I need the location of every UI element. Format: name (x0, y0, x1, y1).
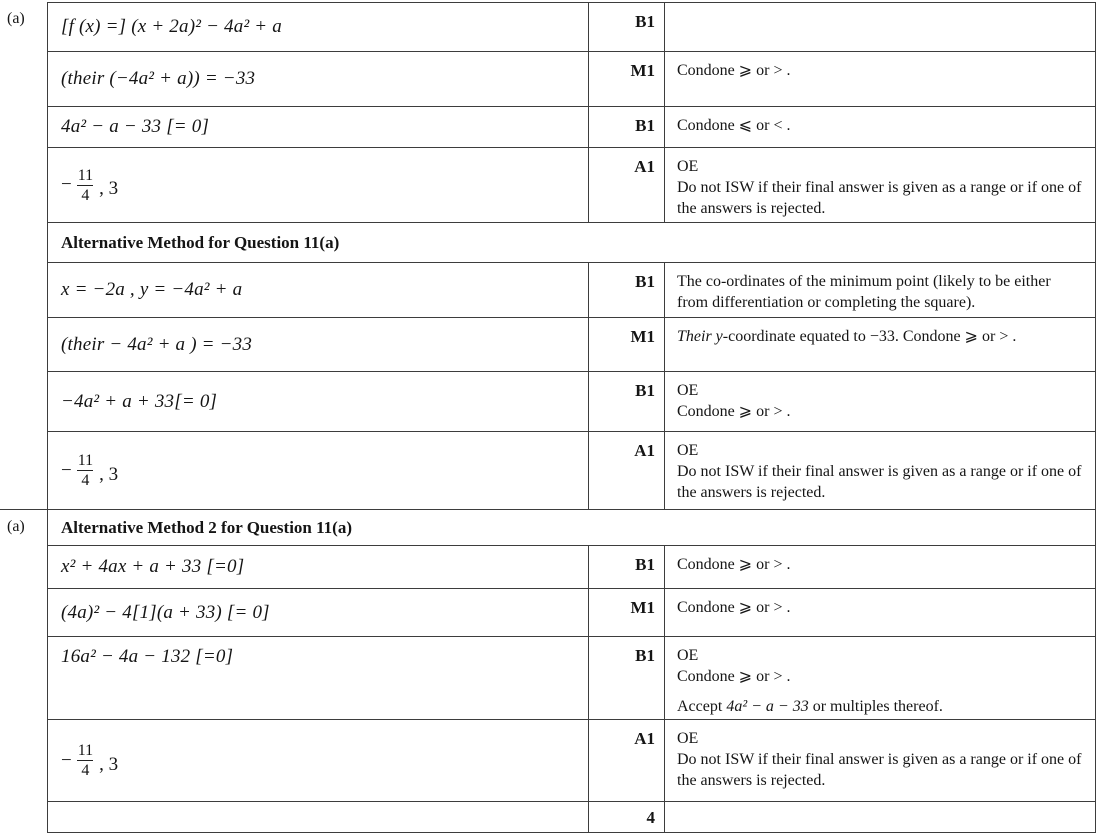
fraction-numerator: 11 (77, 452, 94, 469)
comment-line: OE (677, 647, 699, 664)
working-cell (48, 720, 589, 802)
working-formula: (4a)² − 4[1](a + 33) [= 0] (61, 601, 270, 623)
fraction-denominator: 4 (77, 760, 93, 780)
alt-method-2-header-text: Alternative Method 2 for Question 11(a) (61, 517, 353, 537)
fraction-numerator: 11 (77, 166, 94, 184)
mark-label: A1 (634, 729, 655, 748)
comment-cell (665, 546, 1096, 589)
mark-label: A1 (634, 157, 655, 176)
mark-cell (589, 2, 665, 52)
comment-cell (665, 107, 1096, 148)
comment-line (677, 696, 1083, 717)
mark-cell (589, 546, 665, 589)
fraction-sign: − (61, 459, 72, 481)
comment-line: The co-ordinates of the minimum point (likely to be either from differentiation or completing the square). (677, 273, 1051, 311)
comment-cell (665, 148, 1096, 223)
fraction (74, 741, 97, 780)
comment-line: Do not ISW if their final answer is given as a range or if one of the answers is rejected. (677, 751, 1082, 789)
comment-line: Condone ⩾ or > . (677, 62, 791, 79)
comment-line: OE (677, 730, 699, 747)
comment-line: OE (677, 442, 699, 459)
mark-label: B1 (635, 12, 655, 31)
working-cell (48, 432, 589, 510)
total-marks-cell (589, 802, 665, 833)
mark-label: M1 (630, 598, 655, 617)
comment-cell (665, 720, 1096, 802)
mark-cell (589, 432, 665, 510)
answer-fraction (61, 741, 118, 780)
fraction-suffix: , 3 (99, 463, 119, 485)
mark-cell (589, 107, 665, 148)
working-cell (48, 372, 589, 432)
question-part-cell (0, 510, 48, 833)
working-formula: (their (−4a² + a)) = −33 (61, 68, 256, 89)
mark-label: M1 (630, 61, 655, 80)
fraction-suffix: , 3 (99, 753, 119, 775)
question-part-label: (a) (7, 518, 25, 535)
working-cell (48, 589, 589, 637)
mark-label: B1 (635, 381, 655, 400)
mark-cell (589, 52, 665, 107)
comment-line: Do not ISW if their final answer is given as a range or if one of the answers is rejected. (677, 179, 1082, 217)
comment-cell (665, 372, 1096, 432)
comment-line (677, 326, 1083, 347)
comment-cell (665, 802, 1096, 833)
fraction-sign: − (61, 749, 72, 771)
alt-method-2-header (48, 510, 1096, 546)
comment-line: Do not ISW if their final answer is given as a range or if one of the answers is rejected. (677, 463, 1082, 501)
question-part-cell (0, 2, 48, 510)
comment-math-segment: 4a² − a − 33 (726, 698, 809, 715)
comment-line: Condone ⩾ or > . (677, 403, 791, 420)
mark-label: B1 (635, 555, 655, 574)
mark-label: B1 (635, 116, 655, 135)
working-formula: x² + 4ax + a + 33 [=0] (61, 556, 245, 577)
working-formula: x = −2a , y = −4a² + a (61, 279, 243, 300)
comment-segment: -coordinate equated to −33. Condone ⩾ or > . (722, 328, 1017, 345)
working-cell (48, 546, 589, 589)
comment-line: OE (677, 382, 699, 399)
comment-line: Condone ⩾ or > . (677, 556, 791, 573)
mark-cell (589, 318, 665, 372)
total-marks: 4 (646, 808, 655, 827)
mark-cell (589, 148, 665, 223)
working-cell (48, 107, 589, 148)
mark-scheme-table (0, 2, 1096, 833)
working-cell (48, 148, 589, 223)
mark-cell (589, 372, 665, 432)
fraction-denominator: 4 (77, 470, 93, 490)
comment-cell (665, 52, 1096, 107)
comment-line: OE (677, 158, 699, 175)
fraction-denominator: 4 (77, 185, 93, 205)
comment-line: Condone ⩽ or < . (677, 117, 791, 134)
comment-segment: or multiples thereof. (808, 698, 943, 715)
mark-label: B1 (635, 646, 655, 665)
mark-cell (589, 263, 665, 318)
working-cell (48, 802, 589, 833)
mark-cell (589, 589, 665, 637)
working-formula: 4a² − a − 33 [= 0] (61, 116, 210, 137)
comment-cell (665, 589, 1096, 637)
working-cell (48, 318, 589, 372)
fraction (74, 166, 97, 205)
comment-cell (665, 263, 1096, 318)
working-cell (48, 52, 589, 107)
comment-italic-segment: Their y (677, 328, 723, 345)
comment-line: Condone ⩾ or > . (677, 668, 791, 685)
fraction-suffix: , 3 (99, 178, 119, 199)
alt-method-header-text: Alternative Method for Question 11(a) (61, 232, 340, 252)
mark-cell (589, 720, 665, 802)
fraction (74, 451, 97, 490)
answer-fraction (61, 451, 118, 490)
mark-label: M1 (630, 327, 655, 346)
working-formula: 16a² − 4a − 132 [=0] (61, 646, 234, 667)
working-formula: (their − 4a² + a ) = −33 (61, 333, 253, 355)
question-part-label: (a) (7, 10, 25, 27)
answer-fraction (61, 166, 118, 205)
comment-cell (665, 637, 1096, 720)
working-formula: [f (x) =] (x + 2a)² − 4a² + a (61, 16, 282, 37)
comment-line: Condone ⩾ or > . (677, 599, 791, 616)
mark-label: A1 (634, 441, 655, 460)
working-cell (48, 637, 589, 720)
alt-method-header (48, 223, 1096, 263)
comment-cell (665, 2, 1096, 52)
mark-cell (589, 637, 665, 720)
working-formula: −4a² + a + 33[= 0] (61, 390, 218, 412)
mark-label: B1 (635, 272, 655, 291)
comment-cell (665, 318, 1096, 372)
working-cell (48, 2, 589, 52)
fraction-numerator: 11 (77, 742, 94, 759)
working-cell (48, 263, 589, 318)
comment-cell (665, 432, 1096, 510)
fraction-sign: − (61, 174, 72, 195)
comment-segment: Accept (677, 698, 727, 715)
